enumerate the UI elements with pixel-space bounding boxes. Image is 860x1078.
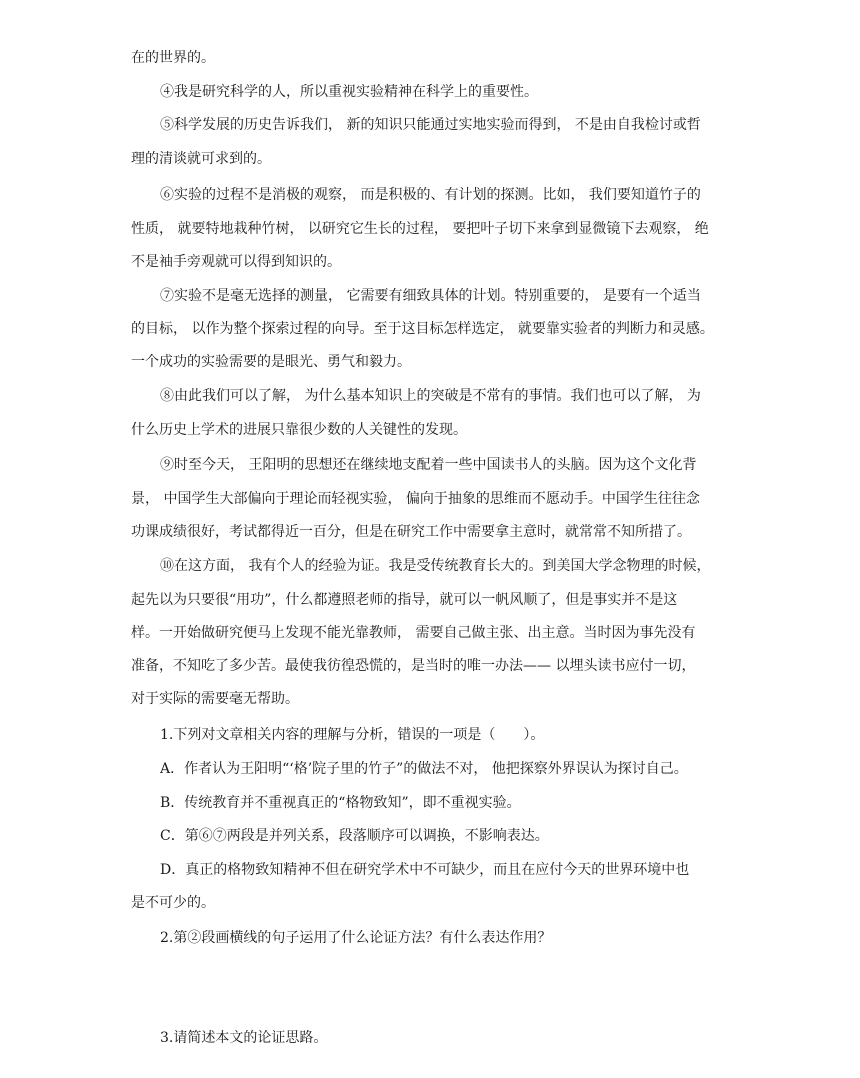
- option-a: A．作者认为王阳明“‘格’院子里的竹子”的做法不对， 他把探察外界误认为探讨自己。: [160, 761, 688, 777]
- text-line: 理的清谈就可求到的。: [131, 151, 271, 167]
- paragraph-6: ⑥实验的过程不是消极的观察， 而是积极的、有计划的探测。比如， 我们要知道竹子的: [160, 187, 701, 203]
- paragraph-5: ⑤科学发展的历史告诉我们， 新的知识只能通过实地实验而得到， 不是由自我检讨或哲: [160, 117, 701, 133]
- text-line: 样。一开始做研究便马上发现不能光靠教师， 需要自己做主张、出主意。当时因为事先没有: [131, 625, 696, 641]
- option-c: C．第⑥⑦两段是并列关系，段落顺序可以调换，不影响表达。: [160, 828, 549, 844]
- text-line: 什么历史上学术的进展只靠很少数的人关键性的发现。: [131, 422, 467, 438]
- question-1: 1.下列对文章相关内容的理解与分析，错误的一项是（ ）。: [160, 727, 545, 743]
- paragraph-4: ④我是研究科学的人，所以重视实验精神在科学上的重要性。: [160, 84, 538, 100]
- paragraph-8: ⑧由此我们可以了解， 为什么基本知识上的突破是不常有的事情。我们也可以了解， 为: [160, 388, 701, 404]
- question-3: 3.请简述本文的论证思路。: [160, 1030, 328, 1046]
- text-line: 不是袖手旁观就可以得到知识的。: [131, 254, 341, 270]
- paragraph-9: ⑨时至今天， 王阳明的思想还在继续地支配着一些中国读书人的头脑。因为这个文化背: [160, 457, 697, 473]
- text-line: 一个成功的实验需要的是眼光、勇气和毅力。: [131, 354, 411, 370]
- text-line: 在的世界的。: [131, 50, 215, 66]
- paragraph-10: ⑩在这方面， 我有个人的经验为证。我是受传统教育长大的。到美国大学念物理的时候，: [160, 558, 711, 574]
- text-line: 景， 中国学生大部偏向于理论而轻视实验， 偏向于抽象的思维而不愿动手。中国学生往往念: [131, 491, 700, 507]
- option-d: D．真正的格物致知精神不但在研究学术中不可缺少，而且在应付今天的世界环境中也: [160, 862, 690, 878]
- text-line: 是不可少的。: [131, 895, 215, 911]
- paragraph-7: ⑦实验不是毫无选择的测量， 它需要有细致具体的计划。特别重要的， 是要有一个适当: [160, 288, 701, 304]
- text-line: 功课成绩很好，考试都得近一百分，但是在研究工作中需要拿主意时，就常常不知所措了。: [131, 524, 691, 540]
- text-line: 对于实际的需要毫无帮助。: [131, 691, 299, 707]
- text-line: 起先以为只要很“用功”，什么都遵照老师的指导，就可以一帆风顺了，但是事实并不是这: [131, 592, 678, 608]
- option-b: B．传统教育并不重视真正的“格物致知”，即不重视实验。: [160, 795, 521, 811]
- question-2: 2.第②段画横线的句子运用了什么论证方法？有什么表达作用？: [160, 930, 552, 946]
- text-line: 准备，不知吃了多少苦。最使我彷徨恐慌的，是当时的唯一办法—— 以埋头读书应付一切，: [131, 658, 696, 674]
- text-line: 的目标， 以作为整个探索过程的向导。至于这目标怎样选定， 就要靠实验者的判断力和灵感。: [131, 321, 714, 337]
- text-line: 性质， 就要特地栽种竹树， 以研究它生长的过程， 要把叶子切下来拿到显微镜下去观察， 绝: [131, 221, 709, 237]
